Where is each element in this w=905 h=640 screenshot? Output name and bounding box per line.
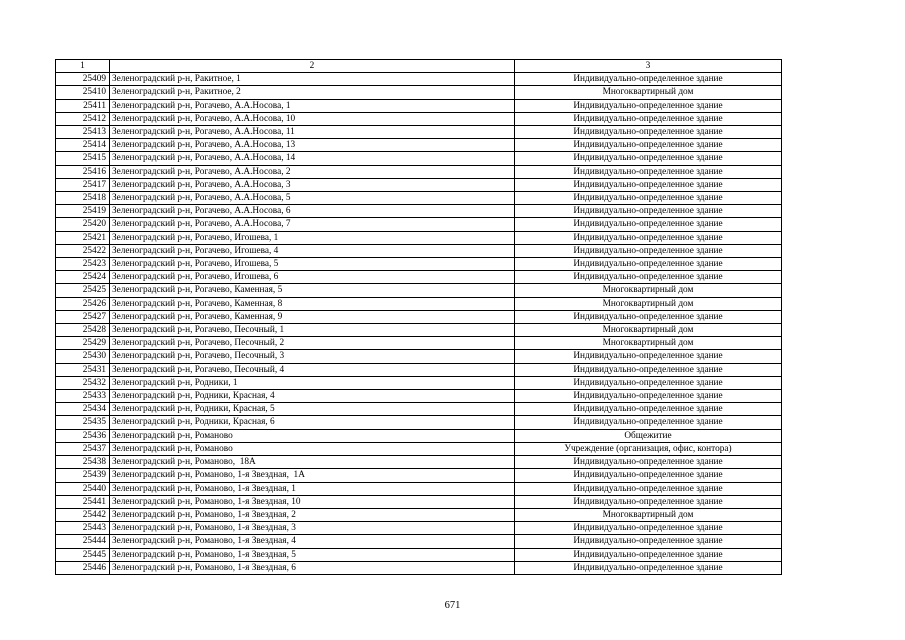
cell-building-type: Индивидуально-определенное здание: [515, 310, 782, 323]
cell-number: 25433: [56, 390, 110, 403]
table-row: [56, 403, 782, 416]
cell-address: Зеленоградский р-н, Романово: [110, 442, 515, 455]
cell-address: Зеленоградский р-н, Рогачево, Игошева, 5: [110, 258, 515, 271]
cell-building-type: Индивидуально-определенное здание: [515, 218, 782, 231]
cell-building-type: Индивидуально-определенное здание: [515, 522, 782, 535]
table-row: [56, 99, 782, 112]
cell-building-type: Многоквартирный дом: [515, 297, 782, 310]
table-row: [56, 271, 782, 284]
table-row: [56, 429, 782, 442]
cell-number: 25428: [56, 324, 110, 337]
cell-number: 25427: [56, 310, 110, 323]
table-row: [56, 244, 782, 257]
cell-building-type: Индивидуально-определенное здание: [515, 561, 782, 574]
cell-address: Зеленоградский р-н, Романово, 1-я Звездная, 1А: [110, 469, 515, 482]
cell-number: 25435: [56, 416, 110, 429]
table-row: [56, 495, 782, 508]
cell-building-type: Индивидуально-определенное здание: [515, 244, 782, 257]
cell-number: 25419: [56, 205, 110, 218]
cell-number: 25438: [56, 456, 110, 469]
table-row: [56, 416, 782, 429]
cell-address: Зеленоградский р-н, Рогачево, А.А.Носова, 1: [110, 99, 515, 112]
cell-building-type: Многоквартирный дом: [515, 337, 782, 350]
table-row: [56, 178, 782, 191]
table-row: [56, 535, 782, 548]
cell-address: Зеленоградский р-н, Рогачево, Игошева, 1: [110, 231, 515, 244]
cell-address: Зеленоградский р-н, Родники, Красная, 5: [110, 403, 515, 416]
table-row: [56, 165, 782, 178]
table-row: [56, 548, 782, 561]
cell-building-type: Индивидуально-определенное здание: [515, 350, 782, 363]
cell-building-type: Индивидуально-определенное здание: [515, 456, 782, 469]
cell-number: 25413: [56, 126, 110, 139]
cell-building-type: Индивидуально-определенное здание: [515, 403, 782, 416]
cell-address: Зеленоградский р-н, Романово, 1-я Звездная, 1: [110, 482, 515, 495]
cell-number: 25430: [56, 350, 110, 363]
cell-address: Зеленоградский р-н, Рогачево, Песочный, 3: [110, 350, 515, 363]
cell-number: 25434: [56, 403, 110, 416]
table-row: [56, 350, 782, 363]
cell-address: Зеленоградский р-н, Рогачево, Песочный, 4: [110, 363, 515, 376]
cell-number: 25414: [56, 139, 110, 152]
table-row: [56, 192, 782, 205]
cell-building-type: Индивидуально-определенное здание: [515, 469, 782, 482]
cell-number: 25411: [56, 99, 110, 112]
cell-number: 25425: [56, 284, 110, 297]
cell-number: 25412: [56, 112, 110, 125]
table-row: [56, 218, 782, 231]
table-row: [56, 205, 782, 218]
table-row: [56, 112, 782, 125]
cell-building-type: Индивидуально-определенное здание: [515, 192, 782, 205]
cell-address: Зеленоградский р-н, Рогачево, А.А.Носова, 14: [110, 152, 515, 165]
cell-number: 25415: [56, 152, 110, 165]
cell-number: 25436: [56, 429, 110, 442]
header-cell-address: 2: [110, 60, 515, 73]
cell-number: 25426: [56, 297, 110, 310]
cell-address: Зеленоградский р-н, Рогачево, Песочный, 2: [110, 337, 515, 350]
cell-address: Зеленоградский р-н, Романово, 1-я Звездная, 10: [110, 495, 515, 508]
cell-building-type: Индивидуально-определенное здание: [515, 152, 782, 165]
cell-building-type: Общежитие: [515, 429, 782, 442]
cell-address: Зеленоградский р-н, Рогачево, А.А.Носова, 2: [110, 165, 515, 178]
cell-number: 25420: [56, 218, 110, 231]
property-table: [55, 59, 782, 575]
cell-number: 25421: [56, 231, 110, 244]
table-row: [56, 297, 782, 310]
table-row: [56, 126, 782, 139]
cell-building-type: Индивидуально-определенное здание: [515, 139, 782, 152]
table-row: [56, 324, 782, 337]
cell-number: 25423: [56, 258, 110, 271]
cell-address: Зеленоградский р-н, Рогачево, А.А.Носова, 13: [110, 139, 515, 152]
table-row: [56, 284, 782, 297]
header-cell-type: 3: [515, 60, 782, 73]
cell-address: Зеленоградский р-н, Рогачево, Игошева, 6: [110, 271, 515, 284]
table-row: [56, 482, 782, 495]
cell-building-type: Индивидуально-определенное здание: [515, 535, 782, 548]
header-cell-number: 1: [56, 60, 110, 73]
cell-address: Зеленоградский р-н, Романово: [110, 429, 515, 442]
table-row: [56, 469, 782, 482]
cell-address: Зеленоградский р-н, Рогачево, Каменная, 9: [110, 310, 515, 323]
table-row: [56, 231, 782, 244]
cell-building-type: Индивидуально-определенное здание: [515, 178, 782, 191]
cell-address: Зеленоградский р-н, Родники, Красная, 6: [110, 416, 515, 429]
cell-building-type: Индивидуально-определенное здание: [515, 126, 782, 139]
cell-address: Зеленоградский р-н, Романово, 1-я Звездная, 6: [110, 561, 515, 574]
cell-number: 25417: [56, 178, 110, 191]
cell-number: 25442: [56, 508, 110, 521]
cell-number: 25444: [56, 535, 110, 548]
table-row: [56, 363, 782, 376]
cell-number: 25437: [56, 442, 110, 455]
cell-building-type: Индивидуально-определенное здание: [515, 271, 782, 284]
cell-address: Зеленоградский р-н, Рогачево, Каменная, 5: [110, 284, 515, 297]
cell-address: Зеленоградский р-н, Романово, 1-я Звездная, 3: [110, 522, 515, 535]
cell-address: Зеленоградский р-н, Рогачево, А.А.Носова, 7: [110, 218, 515, 231]
cell-building-type: Индивидуально-определенное здание: [515, 482, 782, 495]
cell-address: Зеленоградский р-н, Рогачево, А.А.Носова, 6: [110, 205, 515, 218]
cell-number: 25441: [56, 495, 110, 508]
cell-building-type: Многоквартирный дом: [515, 508, 782, 521]
cell-address: Зеленоградский р-н, Ракитное, 2: [110, 86, 515, 99]
table-row: [56, 258, 782, 271]
cell-address: Зеленоградский р-н, Романово, 1-я Звездная, 2: [110, 508, 515, 521]
cell-address: Зеленоградский р-н, Рогачево, Каменная, 8: [110, 297, 515, 310]
cell-number: 25445: [56, 548, 110, 561]
cell-address: Зеленоградский р-н, Рогачево, А.А.Носова, 10: [110, 112, 515, 125]
cell-building-type: Многоквартирный дом: [515, 86, 782, 99]
table-row: [56, 456, 782, 469]
cell-number: 25424: [56, 271, 110, 284]
table-row: [56, 152, 782, 165]
cell-building-type: Индивидуально-определенное здание: [515, 165, 782, 178]
cell-number: 25429: [56, 337, 110, 350]
cell-building-type: Индивидуально-определенное здание: [515, 258, 782, 271]
cell-number: 25416: [56, 165, 110, 178]
cell-address: Зеленоградский р-н, Родники, 1: [110, 376, 515, 389]
cell-address: Зеленоградский р-н, Рогачево, А.А.Носова, 11: [110, 126, 515, 139]
table-body: [56, 60, 782, 575]
cell-building-type: Индивидуально-определенное здание: [515, 363, 782, 376]
cell-address: Зеленоградский р-н, Рогачево, Игошева, 4: [110, 244, 515, 257]
cell-number: 25432: [56, 376, 110, 389]
table-row: [56, 522, 782, 535]
table-row: [56, 310, 782, 323]
table-row: [56, 376, 782, 389]
cell-building-type: Индивидуально-определенное здание: [515, 495, 782, 508]
page-number: 671: [444, 600, 461, 611]
cell-building-type: Индивидуально-определенное здание: [515, 73, 782, 86]
cell-number: 25439: [56, 469, 110, 482]
cell-building-type: Учреждение (организация, офис, контора): [515, 442, 782, 455]
cell-address: Зеленоградский р-н, Рогачево, А.А.Носова, 3: [110, 178, 515, 191]
table-row: [56, 442, 782, 455]
cell-building-type: Индивидуально-определенное здание: [515, 390, 782, 403]
cell-building-type: Многоквартирный дом: [515, 324, 782, 337]
cell-building-type: Индивидуально-определенное здание: [515, 548, 782, 561]
table-row: [56, 139, 782, 152]
cell-address: Зеленоградский р-н, Родники, Красная, 4: [110, 390, 515, 403]
table-row: [56, 508, 782, 521]
cell-number: 25422: [56, 244, 110, 257]
cell-building-type: Индивидуально-определенное здание: [515, 99, 782, 112]
cell-address: Зеленоградский р-н, Рогачево, Песочный, 1: [110, 324, 515, 337]
cell-number: 25410: [56, 86, 110, 99]
cell-number: 25409: [56, 73, 110, 86]
cell-number: 25418: [56, 192, 110, 205]
table-row: [56, 73, 782, 86]
cell-building-type: Индивидуально-определенное здание: [515, 376, 782, 389]
cell-number: 25446: [56, 561, 110, 574]
cell-address: Зеленоградский р-н, Рогачево, А.А.Носова, 5: [110, 192, 515, 205]
cell-number: 25443: [56, 522, 110, 535]
cell-address: Зеленоградский р-н, Романово, 1-я Звездная, 4: [110, 535, 515, 548]
table-row: [56, 86, 782, 99]
cell-address: Зеленоградский р-н, Романово, 18А: [110, 456, 515, 469]
cell-address: Зеленоградский р-н, Романово, 1-я Звездная, 5: [110, 548, 515, 561]
cell-number: 25440: [56, 482, 110, 495]
cell-building-type: Многоквартирный дом: [515, 284, 782, 297]
cell-building-type: Индивидуально-определенное здание: [515, 231, 782, 244]
table-header-row: [56, 60, 782, 73]
table-row: [56, 337, 782, 350]
cell-building-type: Индивидуально-определенное здание: [515, 205, 782, 218]
cell-building-type: Индивидуально-определенное здание: [515, 416, 782, 429]
cell-building-type: Индивидуально-определенное здание: [515, 112, 782, 125]
table-row: [56, 561, 782, 574]
cell-number: 25431: [56, 363, 110, 376]
cell-address: Зеленоградский р-н, Ракитное, 1: [110, 73, 515, 86]
table-row: [56, 390, 782, 403]
